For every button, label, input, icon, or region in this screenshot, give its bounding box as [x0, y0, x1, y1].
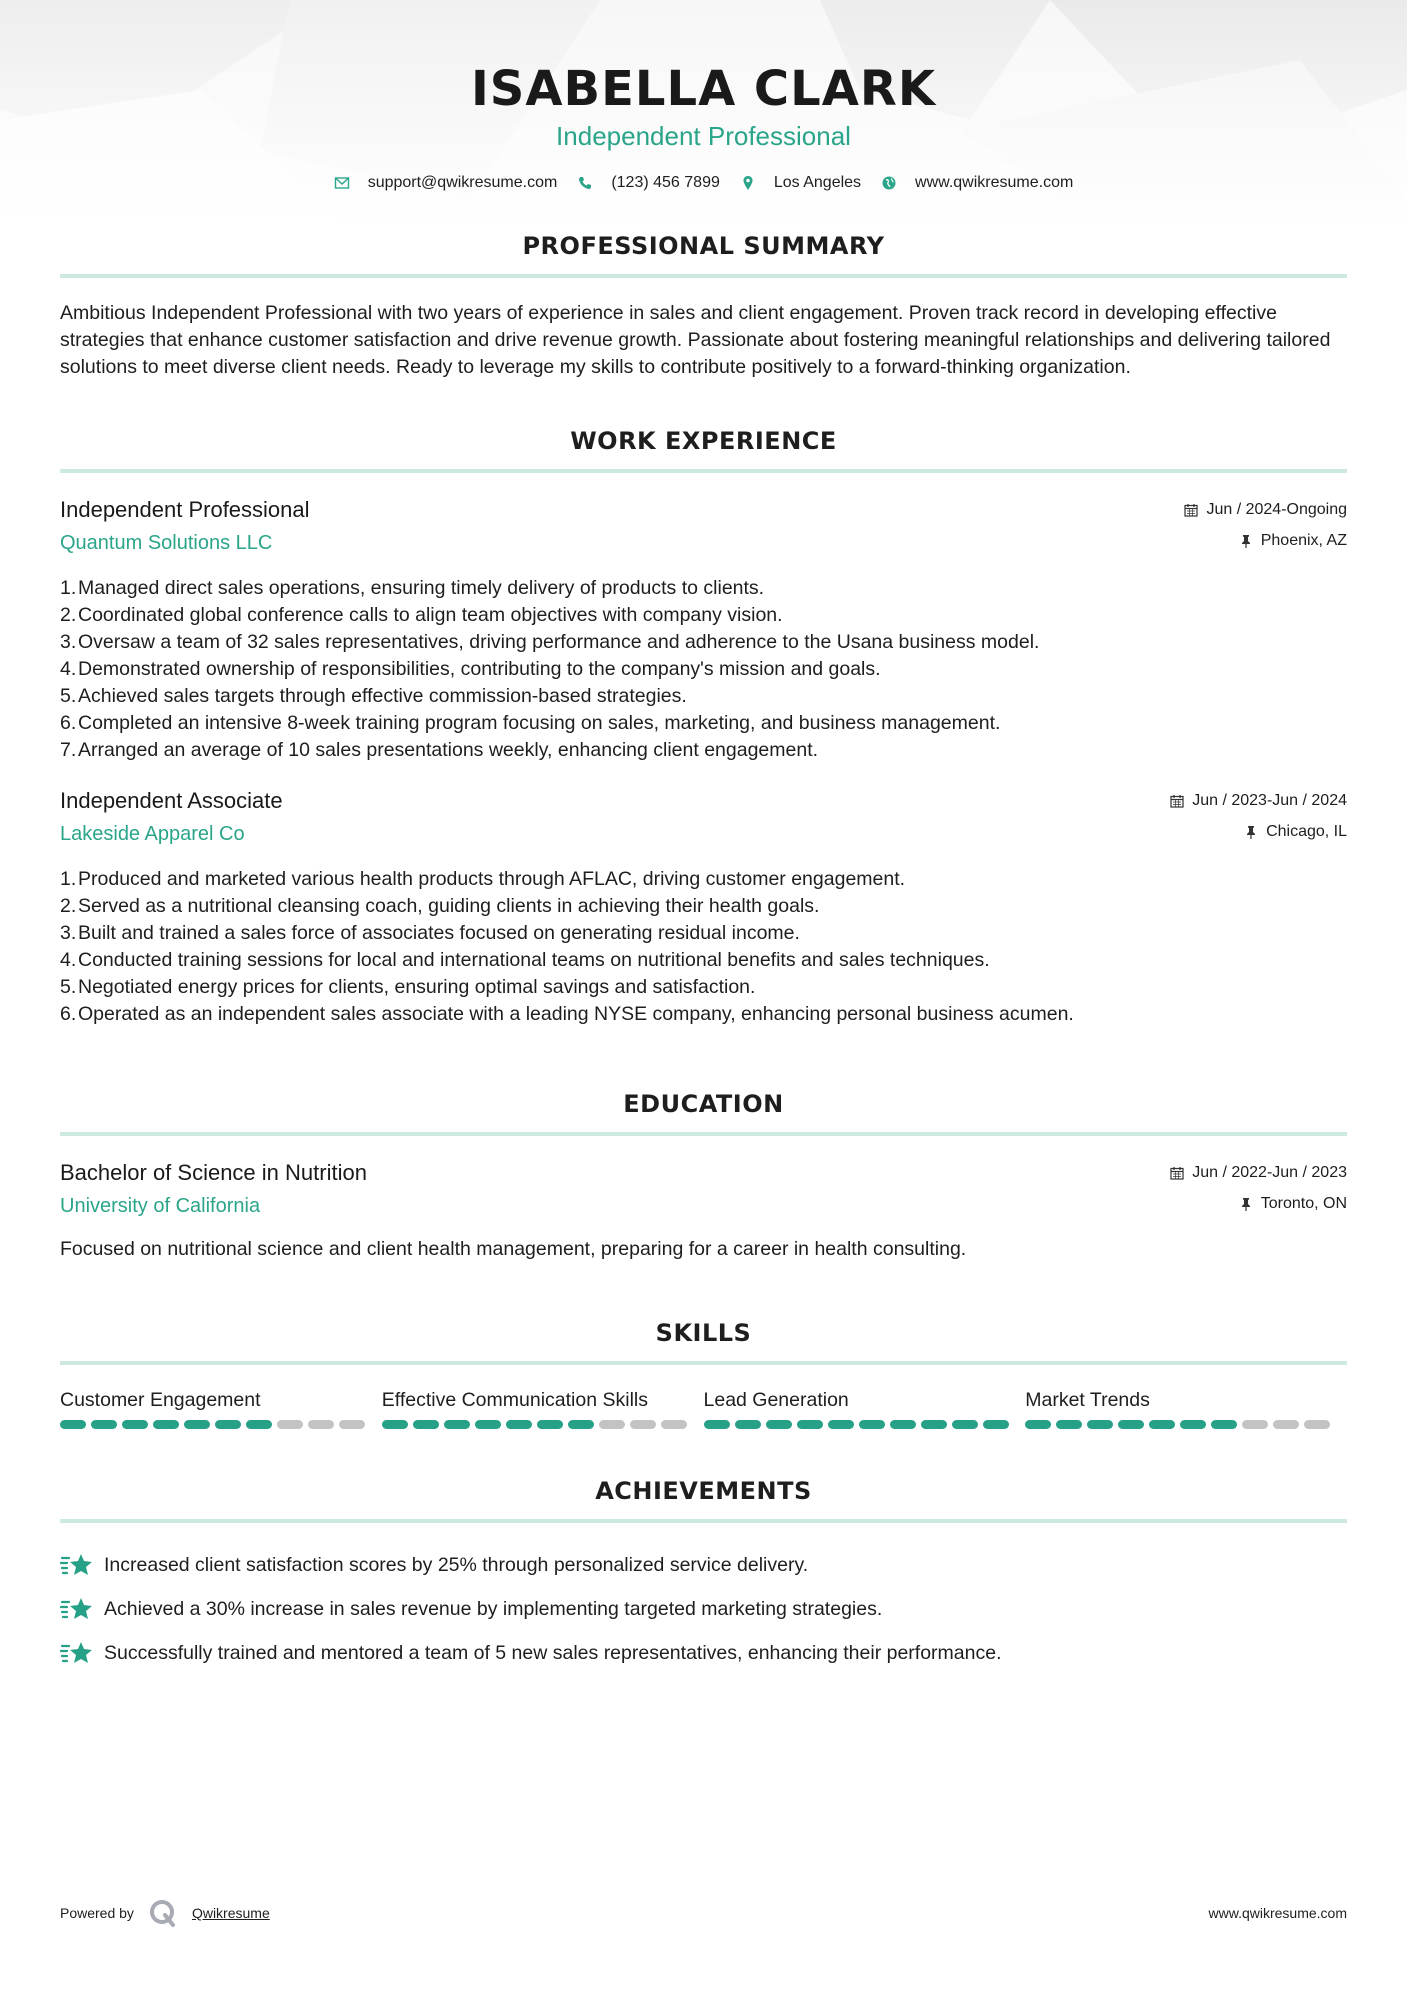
skill-dot [382, 1420, 408, 1429]
skill-dot [828, 1420, 854, 1429]
section-divider [60, 1361, 1347, 1365]
achievement-item: Successfully trained and mentored a team of 5 new sales representatives, enhancing their performance. [60, 1631, 1347, 1675]
job-entry [60, 788, 1347, 1028]
skill-dot [1242, 1420, 1268, 1429]
qwikresume-link[interactable]: Qwikresume [191, 1905, 270, 1921]
skill-dot [308, 1420, 334, 1429]
contact-email[interactable] [334, 174, 558, 192]
skills-grid [60, 1387, 1347, 1429]
section-divider [60, 469, 1347, 473]
bullet-item: 5. Negotiated energy prices for clients, ensuring optimal savings and satisfaction. [60, 976, 756, 998]
bullet-item: 6. Completed an intensive 8-week training program focusing on sales, marketing, and business management. [60, 712, 1001, 734]
calendar-icon [1170, 794, 1184, 808]
phone-text: (123) 456 7899 [611, 174, 720, 191]
skill-dot [153, 1420, 179, 1429]
degree: Bachelor of Science in Nutrition [60, 1160, 367, 1185]
section-heading: SKILLS [655, 1319, 752, 1347]
bullet-item: 7. Arranged an average of 10 sales presentations weekly, enhancing client engagement. [60, 739, 819, 761]
skill-dot [506, 1420, 532, 1429]
skill-name: Effective Communication Skills [381, 1389, 648, 1411]
contact-bar [60, 174, 1347, 192]
section-heading: PROFESSIONAL SUMMARY [522, 232, 885, 260]
skill-dot [444, 1420, 470, 1429]
skill-dot [952, 1420, 978, 1429]
skill-dot [1211, 1420, 1237, 1429]
skill-dot [735, 1420, 761, 1429]
pushpin-icon [1244, 825, 1258, 839]
qwikresume-logo-icon [148, 1898, 178, 1928]
bullet-item: 2. Coordinated global conference calls to align team objectives with company vision. [60, 604, 783, 626]
skill-dot [797, 1420, 823, 1429]
achievement-item: Achieved a 30% increase in sales revenue by implementing targeted marketing strategies. [60, 1587, 1347, 1631]
job-dates: Jun / 2023-Jun / 2024 [1192, 792, 1347, 809]
skill-dot [122, 1420, 148, 1429]
skill-dot [1118, 1420, 1144, 1429]
skill-dot [184, 1420, 210, 1429]
mail-icon [334, 175, 350, 191]
school: University of California [60, 1195, 261, 1217]
pushpin-icon [1239, 1197, 1253, 1211]
skill-item [1025, 1387, 1347, 1429]
experience-section [60, 427, 1347, 1028]
phone-icon [577, 175, 593, 191]
job-entry [60, 497, 1347, 764]
skill-dot [1273, 1420, 1299, 1429]
bullet-item: 4. Conducted training sessions for local and international teams on nutritional benefits and sales techniques. [60, 949, 990, 971]
bullet-item: 3. Oversaw a team of 32 sales representatives, driving performance and adherence to the Usana business model. [60, 631, 1040, 653]
skill-dot [630, 1420, 656, 1429]
skill-item [382, 1387, 704, 1429]
bullet-item: 2. Served as a nutritional cleansing coach, guiding clients in achieving their health goals. [60, 895, 820, 917]
shooting-star-icon [60, 1594, 94, 1624]
map-pin-icon [740, 175, 756, 191]
skill-dot [1025, 1420, 1051, 1429]
skill-item [60, 1387, 382, 1429]
skill-dot [599, 1420, 625, 1429]
summary-text: Ambitious Independent Professional with two years of experience in sales and client engagement. Proven track record in developing effective strategies that enhance customer satisfaction and drive revenue growth. Passionate about fostering meaningful relationships and delivering tailored solutions to meet diverse client needs. Ready to leverage my skills to contribute positively to a forward-thinking organization. [60, 302, 1331, 378]
skill-item [704, 1387, 1026, 1429]
calendar-icon [1170, 1166, 1184, 1180]
education-location: Toronto, ON [1260, 1195, 1347, 1212]
globe-icon [881, 175, 897, 191]
education-entry [60, 1160, 1347, 1263]
location-text: Los Angeles [773, 174, 862, 191]
skill-rating [1025, 1420, 1347, 1429]
skill-dot [537, 1420, 563, 1429]
skill-dot [704, 1420, 730, 1429]
contact-phone[interactable] [577, 174, 720, 192]
skill-rating [382, 1420, 704, 1429]
skill-dot [277, 1420, 303, 1429]
achievement-item: Increased client satisfaction scores by 25% through personalized service delivery. [60, 1543, 1347, 1587]
bullet-item: 4. Demonstrated ownership of responsibilities, contributing to the company's mission and goals. [60, 658, 881, 680]
shooting-star-icon [60, 1550, 94, 1580]
bullet-item: 5. Achieved sales targets through effective commission-based strategies. [60, 685, 687, 707]
skill-dot [766, 1420, 792, 1429]
achievements-section [60, 1477, 1347, 1675]
job-company: Quantum Solutions LLC [60, 532, 273, 554]
candidate-title: Independent Professional [556, 121, 851, 151]
powered-by-label: Powered by [60, 1905, 134, 1921]
job-location: Phoenix, AZ [1260, 532, 1347, 549]
section-heading: ACHIEVEMENTS [595, 1477, 812, 1505]
job-bullets [60, 575, 1347, 764]
job-role: Independent Associate [60, 788, 283, 813]
job-location: Chicago, IL [1266, 823, 1347, 840]
resume-header [60, 0, 1347, 192]
skill-dot [475, 1420, 501, 1429]
contact-website[interactable] [881, 174, 1073, 192]
skill-dot [1180, 1420, 1206, 1429]
job-role: Independent Professional [60, 497, 310, 522]
page-footer [60, 1898, 1347, 1928]
email-text: support@qwikresume.com [367, 174, 558, 191]
skill-name: Lead Generation [703, 1389, 849, 1411]
skill-dot [1087, 1420, 1113, 1429]
shooting-star-icon [60, 1638, 94, 1668]
skill-dot [91, 1420, 117, 1429]
skill-dot [983, 1420, 1009, 1429]
skill-dot [246, 1420, 272, 1429]
skill-name: Market Trends [1025, 1389, 1150, 1411]
bullet-item: 1. Produced and marketed various health products through AFLAC, driving customer engagement. [60, 868, 906, 890]
section-heading: EDUCATION [623, 1090, 784, 1118]
bullet-item: 3. Built and trained a sales force of associates focused on generating residual income. [60, 922, 800, 944]
contact-location [740, 174, 861, 192]
skill-rating [704, 1420, 1026, 1429]
education-dates: Jun / 2022-Jun / 2023 [1192, 1164, 1347, 1181]
skill-name: Customer Engagement [60, 1389, 261, 1411]
section-divider [60, 274, 1347, 278]
summary-section [60, 232, 1347, 381]
section-heading: WORK EXPERIENCE [570, 427, 837, 455]
skill-dot [1304, 1420, 1330, 1429]
education-section [60, 1090, 1347, 1263]
skill-dot [921, 1420, 947, 1429]
skill-dot [339, 1420, 365, 1429]
bullet-item: 6. Operated as an independent sales associate with a leading NYSE company, enhancing personal business acumen. [60, 1003, 1074, 1025]
skills-section [60, 1319, 1347, 1429]
job-company: Lakeside Apparel Co [60, 823, 245, 845]
section-divider [60, 1519, 1347, 1523]
skill-rating [60, 1420, 382, 1429]
calendar-icon [1184, 503, 1198, 517]
candidate-name: ISABELLA CLARK [470, 61, 937, 117]
skill-dot [60, 1420, 86, 1429]
skill-dot [661, 1420, 687, 1429]
website-text: www.qwikresume.com [915, 174, 1074, 191]
skill-dot [859, 1420, 885, 1429]
education-description: Focused on nutritional science and client health management, preparing for a career in health consulting. [60, 1238, 967, 1260]
skill-dot [215, 1420, 241, 1429]
skill-dot [1149, 1420, 1175, 1429]
section-divider [60, 1132, 1347, 1136]
bullet-item: 1. Managed direct sales operations, ensuring timely delivery of products to clients. [60, 577, 765, 599]
skill-dot [413, 1420, 439, 1429]
skill-dot [890, 1420, 916, 1429]
skill-dot [1056, 1420, 1082, 1429]
skill-dot [568, 1420, 594, 1429]
footer-website[interactable]: www.qwikresume.com [1208, 1905, 1347, 1921]
job-bullets [60, 866, 1347, 1028]
job-dates: Jun / 2024-Ongoing [1206, 501, 1347, 518]
pushpin-icon [1239, 534, 1253, 548]
